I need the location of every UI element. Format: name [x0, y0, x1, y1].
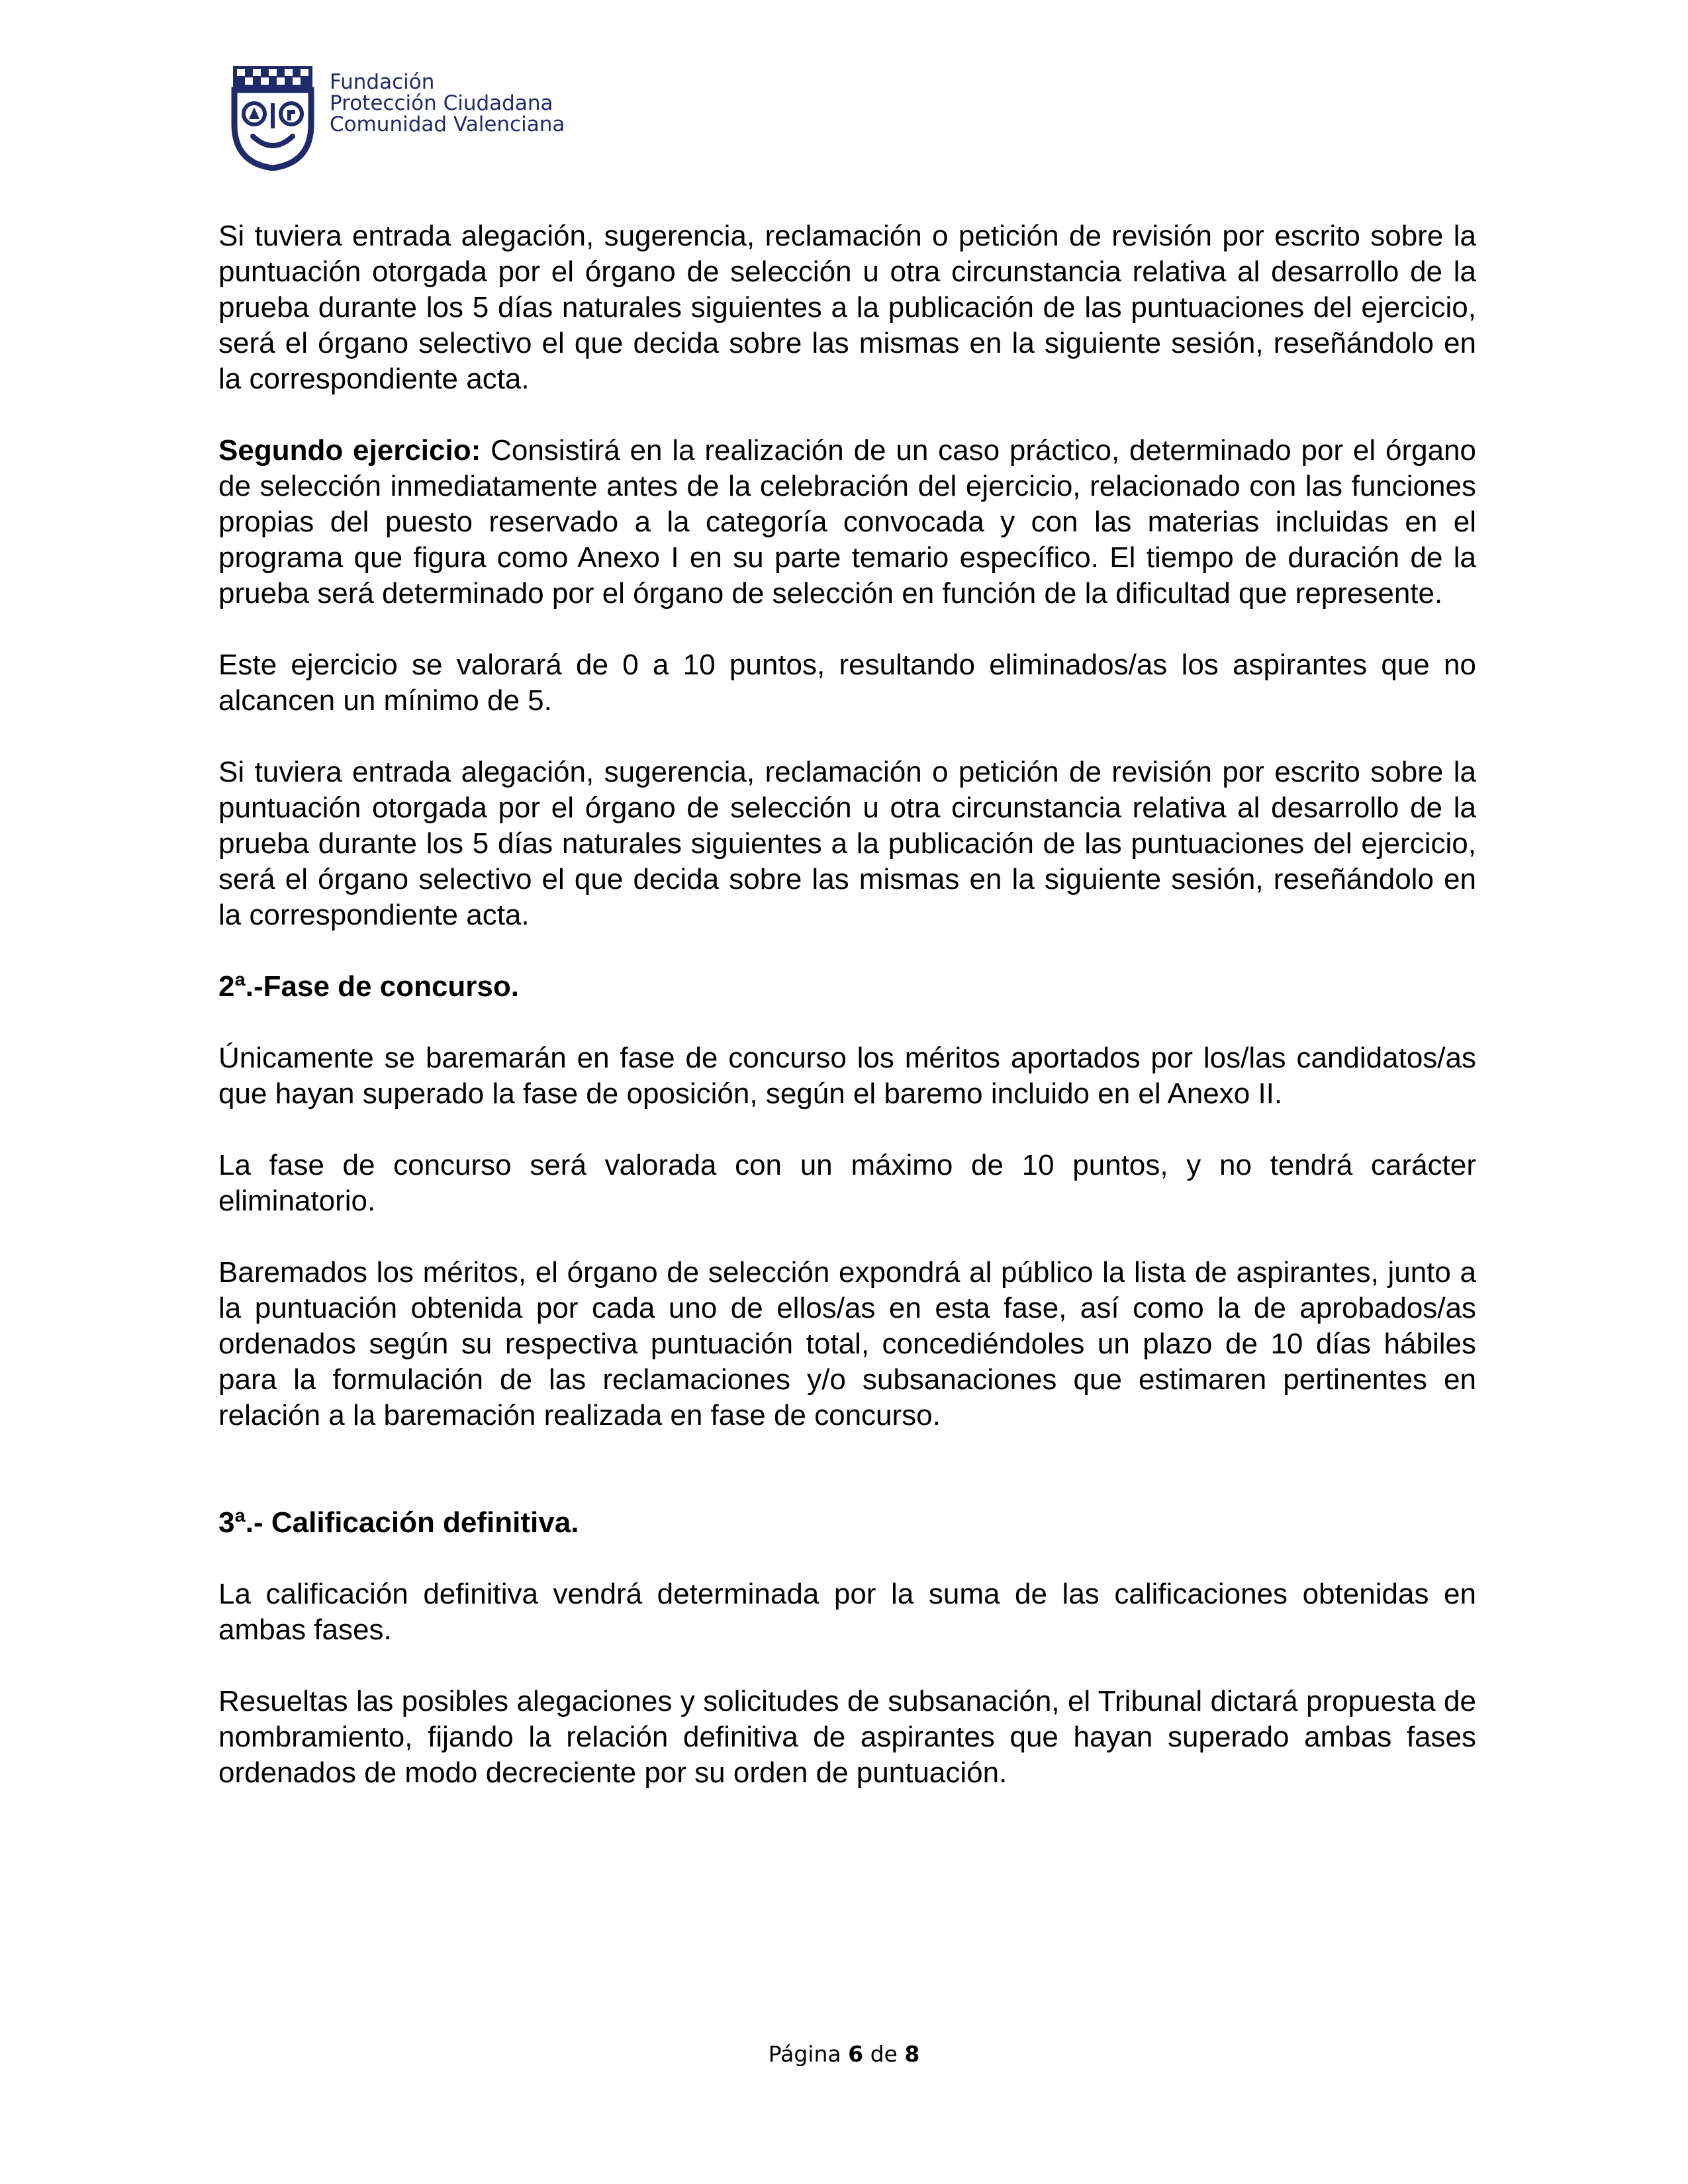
paragraph-final-grade: La calificación definitiva vendrá determinada por la suma de las calificaciones obtenidas en ambas fases.	[218, 1578, 1476, 1646]
paragraph-appointment: Resueltas las posibles alegaciones y solicitudes de subsanación, el Tribunal dictará propuesta de nombramiento, fijando la relación definitiva de aspirantes que hayan superado ambas fases ordenados de modo decreciente por su orden de puntuación.	[218, 1685, 1476, 1789]
paragraph-review-1: Si tuviera entrada alegación, sugerencia, reclamación o petición de revisión por escrito sobre la puntuación otorgada por el órgano de selección u otra circunstancia relativa al desarrollo de la prueba durante los 5 días naturales siguientes a la publicación de las puntuaciones del ejercicio, será el órgano selectivo el que decida sobre las mismas en la siguiente sesión, reseñándolo en la correspondiente acta.	[218, 220, 1476, 395]
paragraph-contest-list: Baremados los méritos, el órgano de selección expondrá al público la lista de aspirantes, junto a la puntuación obtenida por cada uno de ellos/as en esta fase, así como la de aprobados/as ordenados según su respectiva puntuación total, concediéndoles un plazo de 10 días hábiles para la formulación de las reclamaciones y/o subsanaciones que estimaren pertinentes en relación a la baremación realizada en fase de concurso.	[218, 1256, 1476, 1432]
paragraph-review-2: Si tuviera entrada alegación, sugerencia, reclamación o petición de revisión por escrito sobre la puntuación otorgada por el órgano de selección u otra circunstancia relativa al desarrollo de la prueba durante los 5 días naturales siguientes a la publicación de las puntuaciones del ejercicio, será el órgano selectivo el que decida sobre las mismas en la siguiente sesión, reseñándolo en la correspondiente acta.	[218, 756, 1476, 931]
page-footer	[0, 2041, 1688, 2067]
spacer	[218, 1469, 1476, 1505]
heading-contest-phase: 2ª.-Fase de concurso.	[218, 970, 519, 1003]
page-total: 8	[904, 2041, 920, 2067]
document-body	[218, 218, 1476, 1791]
of-word: de	[870, 2041, 898, 2067]
page-current: 6	[848, 2041, 864, 2067]
logo-line-2: Protección Ciudadana	[330, 91, 553, 115]
paragraph-scoring: Este ejercicio se valorará de 0 a 10 puntos, resultando eliminados/as los aspirantes que no alcancen un mínimo de 5.	[218, 649, 1476, 717]
paragraph-contest-max: La fase de concurso será valorada con un máximo de 10 puntos, y no tendrá carácter eliminatorio.	[218, 1149, 1476, 1217]
paragraph-contest-merits: Únicamente se baremarán en fase de concurso los méritos aportados por los/las candidatos/as que hayan superado la fase de oposición, según el baremo incluido en el Anexo II.	[218, 1042, 1476, 1110]
page-word: Página	[768, 2041, 841, 2067]
second-exercise-text: Consistirá en la realización de un caso práctico, determinado por el órgano de selección inmediatamente antes de la celebración del ejercicio, relacionado con las funciones propias del puesto reservado a la categoría convocada y con las materias incluidas en el programa que figura como Anexo I en su parte temario específico. El tiempo de duración de la prueba será determinado por el órgano de selección en función de la dificultad que represente.	[218, 434, 1476, 610]
foundation-logo-shield-icon	[230, 64, 315, 171]
foundation-name	[330, 71, 565, 135]
page-header	[230, 64, 565, 169]
paragraph-second-exercise	[218, 433, 1476, 612]
second-exercise-label: Segundo ejercicio:	[218, 434, 481, 467]
logo-line-1: Fundación	[330, 70, 435, 94]
heading-final-grade: 3ª.- Calificación definitiva.	[218, 1506, 579, 1539]
logo-line-3: Comunidad Valenciana	[330, 113, 565, 136]
